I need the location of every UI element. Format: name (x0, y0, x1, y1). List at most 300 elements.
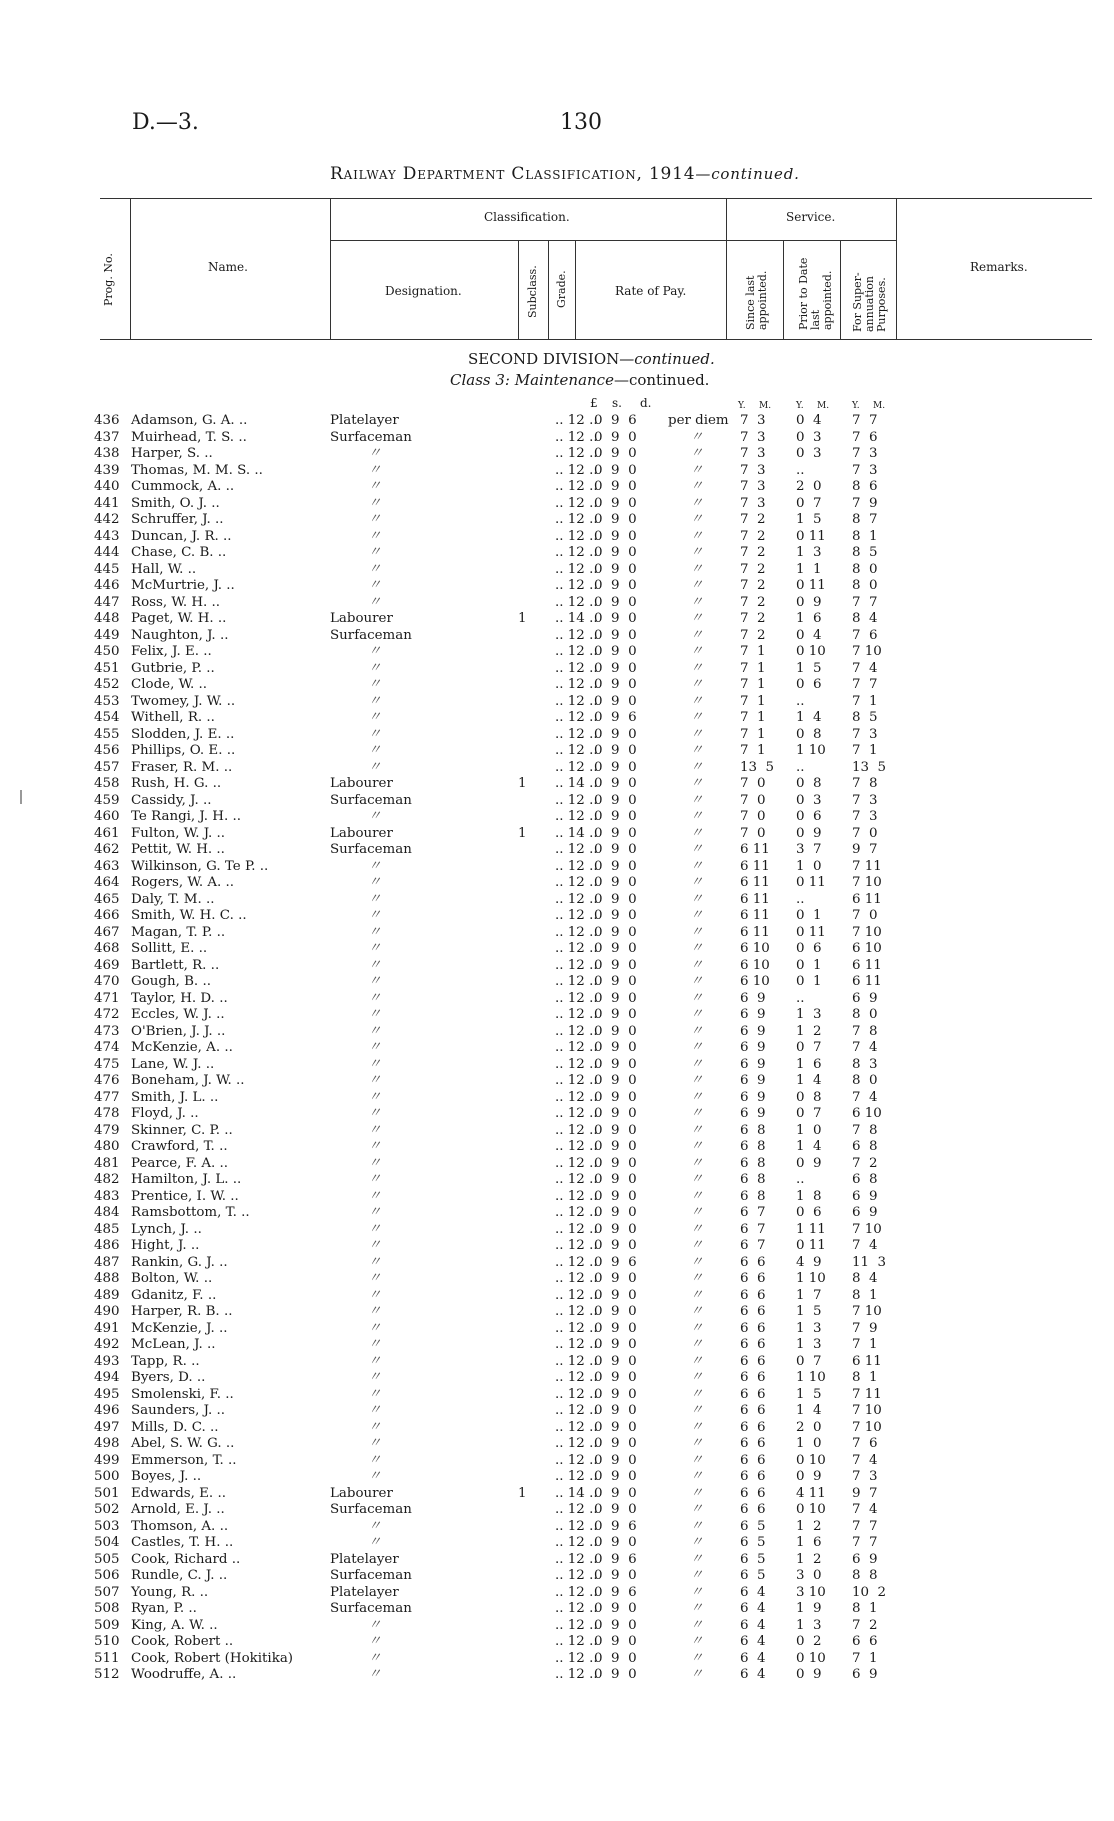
staff-name: Gdanitz, F. .. (131, 1287, 217, 1303)
designation: 〃 (368, 1386, 382, 1402)
prog-no: 507 (94, 1584, 120, 1600)
staff-name: Magan, T. P. .. (131, 924, 226, 940)
rate-of-pay: 0 9 0 (594, 1188, 637, 1204)
pay-period: 〃 (690, 545, 704, 560)
grade: .. 12 .. (555, 990, 598, 1006)
prog-no: 447 (94, 594, 120, 610)
grade: .. 12 .. (555, 1089, 598, 1105)
service-since-last: 6 11 (740, 842, 770, 857)
grade: .. 12 .. (555, 1271, 598, 1286)
table-row (0, 809, 1114, 826)
pay-period: 〃 (690, 759, 704, 775)
pay-period: 〃 (690, 858, 704, 874)
pay-period: 〃 (690, 1073, 704, 1088)
service-since-last: 6 9 (740, 1007, 766, 1022)
grade: .. 12 .. (555, 479, 598, 494)
header-top-rule (100, 198, 1092, 199)
grade: .. 12 .. (555, 759, 598, 775)
service-prior: 1 0 (796, 858, 822, 874)
service-since-last: 7 2 (740, 627, 766, 643)
designation: 〃 (368, 1271, 382, 1286)
table-row (0, 545, 1114, 562)
service-since-last: 6 10 (740, 941, 770, 956)
table-row (0, 1453, 1114, 1470)
service-prior: 1 0 (796, 1436, 822, 1451)
service-prior: 1 10 (796, 1271, 826, 1286)
service-superannuation: 6 8 (852, 1139, 878, 1154)
service-superannuation: 7 9 (852, 495, 878, 511)
table-row (0, 1106, 1114, 1123)
prog-no: 504 (94, 1535, 120, 1550)
staff-name: Castles, T. H. .. (131, 1535, 234, 1550)
grade: .. 12 .. (555, 1122, 598, 1138)
staff-name: Twomey, J. W. .. (131, 693, 236, 709)
service-superannuation: 9 7 (852, 1485, 878, 1501)
rate-of-pay: 0 9 0 (594, 1452, 637, 1468)
grade: .. 12 .. (555, 891, 598, 907)
staff-name: Hamilton, J. L. .. (131, 1172, 242, 1187)
prog-no: 461 (94, 825, 120, 841)
grade: .. 12 .. (555, 941, 598, 956)
service-since-last: 7 2 (740, 578, 766, 593)
service-since-last: 6 10 (740, 974, 770, 989)
grade: .. 12 .. (555, 1139, 598, 1154)
table-row (0, 1354, 1114, 1371)
unit-years-super: Y. (852, 401, 860, 411)
service-superannuation: 8 8 (852, 1568, 878, 1583)
prog-no: 475 (94, 1056, 120, 1072)
pay-period: 〃 (690, 1172, 704, 1187)
service-prior: 1 11 (796, 1221, 826, 1237)
table-row (0, 413, 1114, 430)
staff-name: Clode, W. .. (131, 677, 208, 692)
service-superannuation: 7 10 (852, 1304, 882, 1319)
service-prior: 0 3 (796, 792, 822, 808)
service-superannuation: 7 7 (852, 677, 878, 692)
pay-period: 〃 (690, 1304, 704, 1319)
rate-of-pay: 0 9 0 (594, 1056, 637, 1072)
service-prior: 0 10 (796, 1650, 826, 1666)
rate-of-pay: 0 9 0 (594, 726, 637, 742)
designation: 〃 (368, 1007, 382, 1022)
grade: .. 12 .. (555, 512, 598, 527)
designation: 〃 (368, 693, 382, 709)
rate-of-pay: 0 9 6 (594, 1254, 637, 1270)
grade: .. 12 .. (555, 627, 598, 643)
col-header-designation: Designation. (385, 284, 462, 298)
prog-no: 474 (94, 1040, 120, 1055)
prog-no: 496 (94, 1403, 120, 1418)
rate-of-pay: 0 9 0 (594, 743, 637, 758)
service-superannuation: 7 1 (852, 1337, 878, 1352)
table-row (0, 991, 1114, 1008)
staff-name: Lane, W. J. .. (131, 1056, 215, 1072)
service-prior: 0 9 (796, 1469, 822, 1484)
staff-name: Duncan, J. R. .. (131, 528, 232, 544)
table-row (0, 1255, 1114, 1272)
service-since-last: 6 4 (740, 1667, 766, 1682)
service-since-last: 6 6 (740, 1502, 766, 1517)
pay-period: 〃 (690, 941, 704, 956)
staff-name: Rush, H. G. .. (131, 776, 222, 791)
service-prior: 1 5 (796, 1386, 822, 1402)
prog-no: 509 (94, 1617, 120, 1633)
service-prior: 1 3 (796, 545, 822, 560)
service-since-last: 7 2 (740, 611, 766, 626)
service-superannuation: 7 11 (852, 858, 882, 874)
service-superannuation: 6 9 (852, 1551, 878, 1567)
pay-period: 〃 (690, 1485, 704, 1501)
rate-of-pay: 0 9 0 (594, 1287, 637, 1303)
designation: Labourer (330, 776, 393, 791)
prog-no: 439 (94, 462, 120, 478)
rate-of-pay: 0 9 0 (594, 479, 637, 494)
grade: .. 12 .. (555, 875, 598, 890)
prog-no: 466 (94, 908, 120, 923)
prog-no: 494 (94, 1370, 120, 1385)
service-prior: .. (796, 462, 805, 478)
table-row (0, 743, 1114, 760)
pay-period: 〃 (690, 1601, 704, 1616)
table-row (0, 446, 1114, 463)
table-row (0, 1337, 1114, 1354)
prog-no: 472 (94, 1007, 120, 1022)
service-since-last: 6 6 (740, 1320, 766, 1336)
grade: .. 12 .. (555, 957, 598, 973)
service-since-last: 6 6 (740, 1271, 766, 1286)
service-prior: 1 3 (796, 1617, 822, 1633)
col-divider (783, 240, 784, 339)
grade: .. 12 .. (555, 429, 598, 445)
prog-no: 449 (94, 627, 120, 643)
grade: .. 12 .. (555, 578, 598, 593)
service-prior: 1 6 (796, 611, 822, 626)
table-row (0, 1568, 1114, 1585)
prog-no: 459 (94, 792, 120, 808)
table-row (0, 1007, 1114, 1024)
service-superannuation: 7 6 (852, 627, 878, 643)
service-prior: 1 5 (796, 512, 822, 527)
designation: 〃 (368, 1634, 382, 1649)
staff-name: Ross, W. H. .. (131, 594, 221, 610)
col-header-prior-to-date: Prior to Date last appointed. (797, 257, 834, 330)
rate-of-pay: 0 9 0 (594, 1353, 637, 1369)
service-since-last: 7 3 (740, 413, 766, 428)
designation: 〃 (368, 1320, 382, 1336)
col-header-name: Name. (208, 260, 248, 274)
service-prior: 1 2 (796, 1023, 822, 1039)
designation: Labourer (330, 825, 393, 841)
pay-period: 〃 (690, 594, 704, 610)
service-superannuation: 8 3 (852, 1056, 878, 1072)
pay-period: 〃 (690, 1452, 704, 1468)
service-superannuation: 7 2 (852, 1155, 878, 1171)
prog-no: 481 (94, 1155, 120, 1171)
rate-of-pay: 0 9 0 (594, 792, 637, 808)
prog-no: 503 (94, 1518, 120, 1534)
table-row (0, 430, 1114, 447)
table-row (0, 1304, 1114, 1321)
designation: 〃 (368, 479, 382, 494)
designation: 〃 (368, 1254, 382, 1270)
service-prior: 0 3 (796, 429, 822, 445)
service-prior: .. (796, 759, 805, 775)
service-superannuation: 6 9 (852, 1205, 878, 1220)
pay-period: 〃 (690, 776, 704, 791)
designation: 〃 (368, 1304, 382, 1319)
service-prior: 3 10 (796, 1584, 826, 1600)
service-since-last: 6 7 (740, 1238, 766, 1253)
service-since-last: 6 8 (740, 1139, 766, 1154)
designation: 〃 (368, 1056, 382, 1072)
service-since-last: 6 6 (740, 1485, 766, 1501)
staff-name: Muirhead, T. S. .. (131, 429, 247, 445)
table-row (0, 958, 1114, 975)
service-prior: 0 6 (796, 809, 822, 824)
table-row (0, 1090, 1114, 1107)
designation: 〃 (368, 1469, 382, 1484)
grade: .. 12 .. (555, 1106, 598, 1121)
service-since-last: 7 1 (740, 693, 766, 709)
rate-of-pay: 0 9 0 (594, 545, 637, 560)
subclass: 1 (518, 825, 527, 841)
rate-of-pay: 0 9 0 (594, 528, 637, 544)
service-superannuation: 6 9 (852, 1667, 878, 1682)
prog-no: 498 (94, 1436, 120, 1451)
designation: 〃 (368, 561, 382, 577)
pay-period: 〃 (690, 495, 704, 511)
designation: 〃 (368, 1040, 382, 1055)
prog-no: 510 (94, 1634, 120, 1649)
designation: 〃 (368, 1023, 382, 1039)
pay-period: 〃 (690, 1337, 704, 1352)
grade: .. 12 .. (555, 809, 598, 824)
table-row (0, 562, 1114, 579)
designation: 〃 (368, 545, 382, 560)
rate-of-pay: 0 9 0 (594, 1221, 637, 1237)
designation: 〃 (368, 891, 382, 907)
rate-of-pay: 0 9 0 (594, 1155, 637, 1171)
service-superannuation: 8 5 (852, 545, 878, 560)
pay-period: 〃 (690, 809, 704, 824)
prog-no: 470 (94, 974, 120, 989)
pay-period: 〃 (690, 1106, 704, 1121)
service-since-last: 6 11 (740, 924, 770, 940)
table-row (0, 1123, 1114, 1140)
pay-period: 〃 (690, 1650, 704, 1666)
pay-period: 〃 (690, 957, 704, 973)
designation: 〃 (368, 809, 382, 824)
service-prior: 0 6 (796, 677, 822, 692)
staff-name: Prentice, I. W. .. (131, 1188, 239, 1204)
designation: 〃 (368, 578, 382, 593)
grade: .. 12 .. (555, 545, 598, 560)
pay-period: 〃 (690, 479, 704, 494)
col-divider (130, 198, 131, 339)
designation: 〃 (368, 1617, 382, 1633)
service-superannuation: 7 8 (852, 1122, 878, 1138)
service-superannuation: 8 4 (852, 1271, 878, 1286)
service-superannuation: 7 4 (852, 1040, 878, 1055)
service-since-last: 7 1 (740, 644, 766, 659)
table-row (0, 859, 1114, 876)
staff-name: Pettit, W. H. .. (131, 842, 225, 857)
rate-of-pay: 0 9 0 (594, 1139, 637, 1154)
grade: .. 12 .. (555, 660, 598, 676)
service-superannuation: 6 8 (852, 1172, 878, 1187)
service-since-last: 6 10 (740, 957, 770, 973)
service-superannuation: 7 4 (852, 1238, 878, 1253)
pay-period: 〃 (690, 1568, 704, 1583)
grade: .. 12 .. (555, 1568, 598, 1583)
service-prior: .. (796, 891, 805, 907)
staff-name: Lynch, J. .. (131, 1221, 202, 1237)
pay-period: 〃 (690, 1469, 704, 1484)
pay-period: 〃 (690, 1320, 704, 1336)
service-since-last: 7 0 (740, 776, 766, 791)
service-since-last: 7 2 (740, 561, 766, 577)
service-prior: 1 0 (796, 1122, 822, 1138)
service-superannuation: 6 9 (852, 990, 878, 1006)
designation: Surfaceman (330, 1601, 412, 1616)
pay-period: 〃 (690, 462, 704, 478)
pay-period: 〃 (690, 1287, 704, 1303)
service-superannuation: 6 10 (852, 1106, 882, 1121)
table-row (0, 875, 1114, 892)
service-since-last: 7 3 (740, 479, 766, 494)
service-since-last: 6 9 (740, 1089, 766, 1105)
unit-shillings: s. (612, 396, 622, 410)
rate-of-pay: 0 9 0 (594, 512, 637, 527)
service-prior: 1 9 (796, 1601, 822, 1616)
service-prior: 0 11 (796, 528, 826, 544)
service-prior: 0 9 (796, 1667, 822, 1682)
grade: .. 12 .. (555, 677, 598, 692)
staff-name: Hight, J. .. (131, 1238, 200, 1253)
rate-of-pay: 0 9 0 (594, 776, 637, 791)
grade: .. 12 .. (555, 1337, 598, 1352)
staff-name: Smolenski, F. .. (131, 1386, 234, 1402)
rate-of-pay: 0 9 0 (594, 1089, 637, 1105)
service-prior: 1 6 (796, 1535, 822, 1550)
staff-name: Smith, J. L. .. (131, 1089, 219, 1105)
grade: .. 12 .. (555, 1205, 598, 1220)
service-superannuation: 7 10 (852, 1419, 882, 1435)
staff-name: Young, R. .. (131, 1584, 209, 1600)
service-since-last: 6 4 (740, 1634, 766, 1649)
designation: 〃 (368, 1205, 382, 1220)
staff-name: Harper, S. .. (131, 446, 213, 461)
service-superannuation: 8 0 (852, 1007, 878, 1022)
rate-of-pay: 0 9 0 (594, 1502, 637, 1517)
classification-rule (330, 240, 726, 241)
rate-of-pay: 0 9 0 (594, 644, 637, 659)
unit-years-since: Y. (738, 401, 746, 411)
grade: .. 12 .. (555, 1040, 598, 1055)
service-since-last: 6 8 (740, 1172, 766, 1187)
subclass: 1 (518, 1485, 527, 1501)
staff-name: Mills, D. C. .. (131, 1419, 219, 1435)
table-row (0, 1222, 1114, 1239)
staff-name: Felix, J. E. .. (131, 644, 212, 659)
designation: Surfaceman (330, 429, 412, 445)
col-divider (840, 240, 841, 339)
table-row (0, 1156, 1114, 1173)
prog-no: 506 (94, 1568, 120, 1583)
prog-no: 501 (94, 1485, 120, 1501)
designation: 〃 (368, 726, 382, 742)
grade: .. 12 .. (555, 1601, 598, 1616)
grade: .. 12 .. (555, 743, 598, 758)
prog-no: 485 (94, 1221, 120, 1237)
pay-period: 〃 (690, 990, 704, 1006)
prog-no: 479 (94, 1122, 120, 1138)
service-superannuation: 7 4 (852, 1089, 878, 1105)
designation: 〃 (368, 1287, 382, 1303)
staff-name: Adamson, G. A. .. (131, 413, 248, 428)
staff-name: Te Rangi, J. H. .. (131, 809, 241, 824)
rate-of-pay: 0 9 0 (594, 1601, 637, 1616)
rate-of-pay: 0 9 0 (594, 1419, 637, 1435)
designation: 〃 (368, 1337, 382, 1352)
table-row (0, 1486, 1114, 1503)
rate-of-pay: 0 9 0 (594, 990, 637, 1006)
grade: .. 12 .. (555, 1667, 598, 1682)
col-header-since-last: Since last appointed. (744, 270, 769, 330)
service-prior: 0 3 (796, 446, 822, 461)
service-since-last: 7 0 (740, 825, 766, 841)
pay-period: 〃 (690, 842, 704, 857)
prog-no: 463 (94, 858, 120, 874)
service-superannuation: 7 4 (852, 1502, 878, 1517)
pay-period: 〃 (690, 1089, 704, 1105)
service-since-last: 6 7 (740, 1221, 766, 1237)
grade: .. 12 .. (555, 1254, 598, 1270)
rate-of-pay: 0 9 0 (594, 908, 637, 923)
staff-name: McKenzie, J. .. (131, 1320, 228, 1336)
service-since-last: 6 7 (740, 1205, 766, 1220)
designation: 〃 (368, 1650, 382, 1666)
service-superannuation: 6 9 (852, 1188, 878, 1204)
designation: 〃 (368, 759, 382, 775)
pay-period: 〃 (690, 1535, 704, 1550)
staff-name: Cassidy, J. .. (131, 792, 212, 808)
table-row (0, 512, 1114, 529)
grade: .. 12 .. (555, 1370, 598, 1385)
service-superannuation: 7 3 (852, 1469, 878, 1484)
designation: Surfaceman (330, 1502, 412, 1517)
prog-no: 445 (94, 561, 120, 577)
staff-name: Arnold, E. J. .. (131, 1502, 225, 1517)
pay-period: 〃 (690, 1518, 704, 1534)
table-row (0, 892, 1114, 909)
service-since-last: 6 8 (740, 1188, 766, 1204)
rate-of-pay: 0 9 0 (594, 924, 637, 940)
rate-of-pay: 0 9 0 (594, 1304, 637, 1319)
designation: 〃 (368, 528, 382, 544)
prog-no: 488 (94, 1271, 120, 1286)
service-prior: 0 11 (796, 1238, 826, 1253)
pay-period: 〃 (690, 792, 704, 808)
staff-name: Slodden, J. E. .. (131, 726, 235, 742)
col-header-classification: Classification. (484, 210, 570, 224)
col-header-rate-of-pay: Rate of Pay. (615, 284, 687, 298)
table-row (0, 1189, 1114, 1206)
grade: .. 12 .. (555, 1056, 598, 1072)
service-superannuation: 8 1 (852, 1601, 878, 1616)
service-superannuation: 10 2 (852, 1584, 887, 1600)
service-since-last: 6 6 (740, 1353, 766, 1369)
